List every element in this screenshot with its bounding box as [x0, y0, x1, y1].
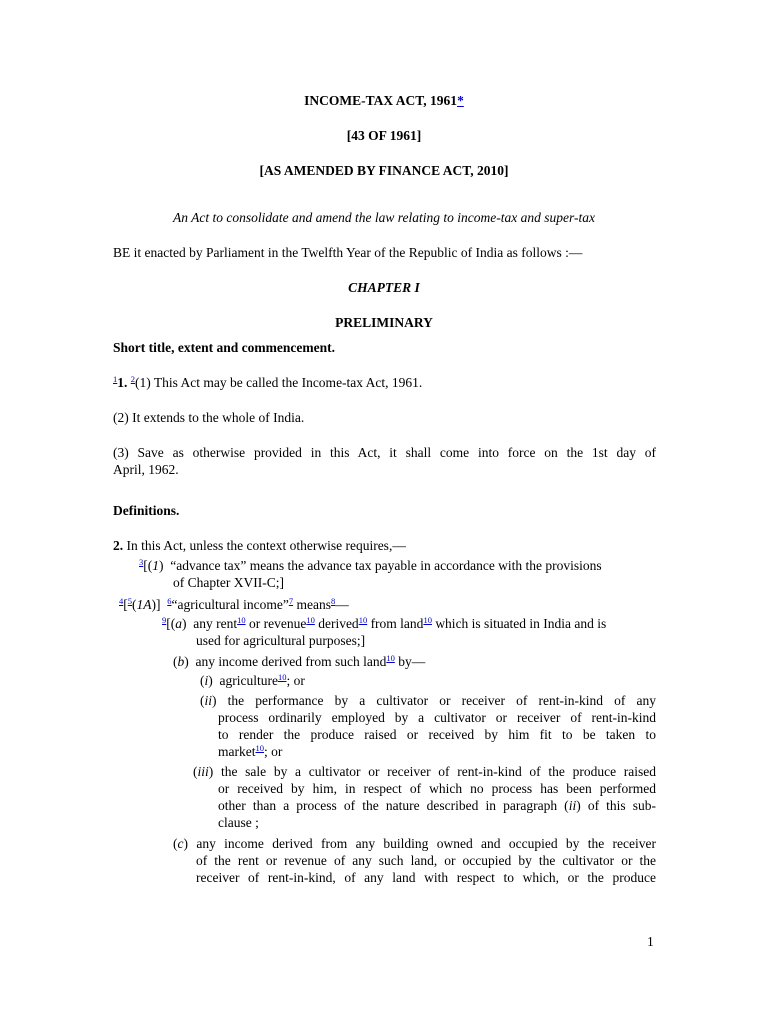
item-iii-line-3: other than a process of the nature described in paragraph (ii) of this sub-: [218, 798, 657, 813]
act-title: [0, 92, 768, 109]
act-number: [43 OF 1961]: [346, 128, 422, 143]
sub-c-line-2: of the rent or revenue of any such land, or occupied by the cultivator or the: [196, 853, 656, 868]
footnote-link[interactable]: 6: [167, 596, 172, 606]
item-ii-line-3: to render the produce raised or received by him fit to be taken to: [218, 727, 656, 742]
section-1-clause-2: (2) It extends to the whole of India.: [113, 410, 305, 425]
footnote-link[interactable]: 10: [255, 743, 264, 753]
amended-note: [AS AMENDED BY FINANCE ACT, 2010]: [259, 163, 509, 178]
footnote-link[interactable]: 10: [423, 615, 432, 625]
chapter-title: PRELIMINARY: [335, 315, 433, 330]
footnote-link[interactable]: 2: [130, 374, 135, 384]
def-1-line-2: of Chapter XVII-C;]: [173, 575, 284, 590]
sub-c-line-1: (c) any income derived from any building owned and occupied by the receiver: [173, 836, 657, 851]
footnote-link[interactable]: 10: [306, 615, 315, 625]
section-1-clause-1: $^1$1. $^2$(1) This Act may be called the Income-tax Act, 1961.: [113, 374, 423, 390]
item-iii-line-1: (iii) the sale by a cultivator or receiver of rent-in-kind of the produce raised: [193, 764, 656, 779]
section-2-intro: 2. In this Act, unless the context otherwise requires,—: [113, 538, 406, 553]
footnote-link[interactable]: 4: [119, 596, 124, 606]
act-title-text: INCOME-TAX ACT, 1961: [304, 93, 458, 108]
footnote-link[interactable]: 8: [330, 596, 336, 606]
page-number: 1: [647, 934, 654, 949]
item-i: (i) agriculture$^{10}$; or: [200, 672, 305, 688]
section-heading-2: Definitions.: [113, 503, 180, 518]
footnote-link[interactable]: 10: [237, 615, 246, 625]
sub-b-line-1: (b) any income derived from such land$^{10}$ by—: [173, 653, 426, 669]
footnote-link[interactable]: 7: [288, 596, 294, 606]
footnote-link[interactable]: 10: [358, 615, 368, 625]
section-1-clause-3-line-2: April, 1962.: [113, 462, 179, 477]
def-1a: $^4$[$^5$(1A)] $^6$“agricultural income”$^7$ means$^8$—: [119, 596, 349, 612]
item-iii-line-4: clause ;: [218, 815, 259, 830]
footnote-link[interactable]: 1: [113, 374, 118, 384]
section-1-clause-3-line-1: (3) Save as otherwise provided in this Act, it shall come into force on the 1st day of: [113, 445, 656, 460]
enacting-formula: BE it enacted by Parliament in the Twelfth Year of the Republic of India as follows :—: [113, 245, 583, 260]
footnote-link[interactable]: 3: [139, 557, 144, 567]
sub-c-line-3: receiver of rent-in-kind, of any land with respect to which, or the produce: [196, 870, 656, 885]
footnote-link[interactable]: 10: [278, 672, 287, 682]
item-iii-line-2: or received by him, in respect of which no process has been performed: [218, 781, 656, 796]
item-ii-line-4: market$^{10}$; or: [218, 743, 283, 759]
long-title: An Act to consolidate and amend the law relating to income-tax and super-tax: [173, 210, 595, 225]
item-ii-line-1: (ii) the performance by a cultivator or receiver of rent-in-kind of any: [200, 693, 657, 708]
footnote-link[interactable]: 10: [386, 653, 395, 663]
sub-a-line-1: $^9$[(a) any rent$^{10}$ or revenue$^{10}$ derived$^{10}$ from land$^{10}$ which is situated in India and is: [162, 615, 607, 631]
chapter-heading: CHAPTER I: [348, 280, 420, 295]
def-1-line-1: $^3$[(1) “advance tax” means the advance tax payable in accordance with the provisions: [139, 557, 602, 573]
footnote-link[interactable]: 9: [162, 615, 167, 625]
sub-a-line-2: used for agricultural purposes;]: [196, 633, 366, 648]
title-footnote-link[interactable]: *: [457, 93, 464, 108]
footnote-link[interactable]: 5: [127, 596, 132, 606]
section-heading-1: Short title, extent and commencement.: [113, 340, 335, 355]
item-ii-line-2: process ordinarily employed by a cultivator or receiver of rent-in-kind: [218, 710, 656, 725]
